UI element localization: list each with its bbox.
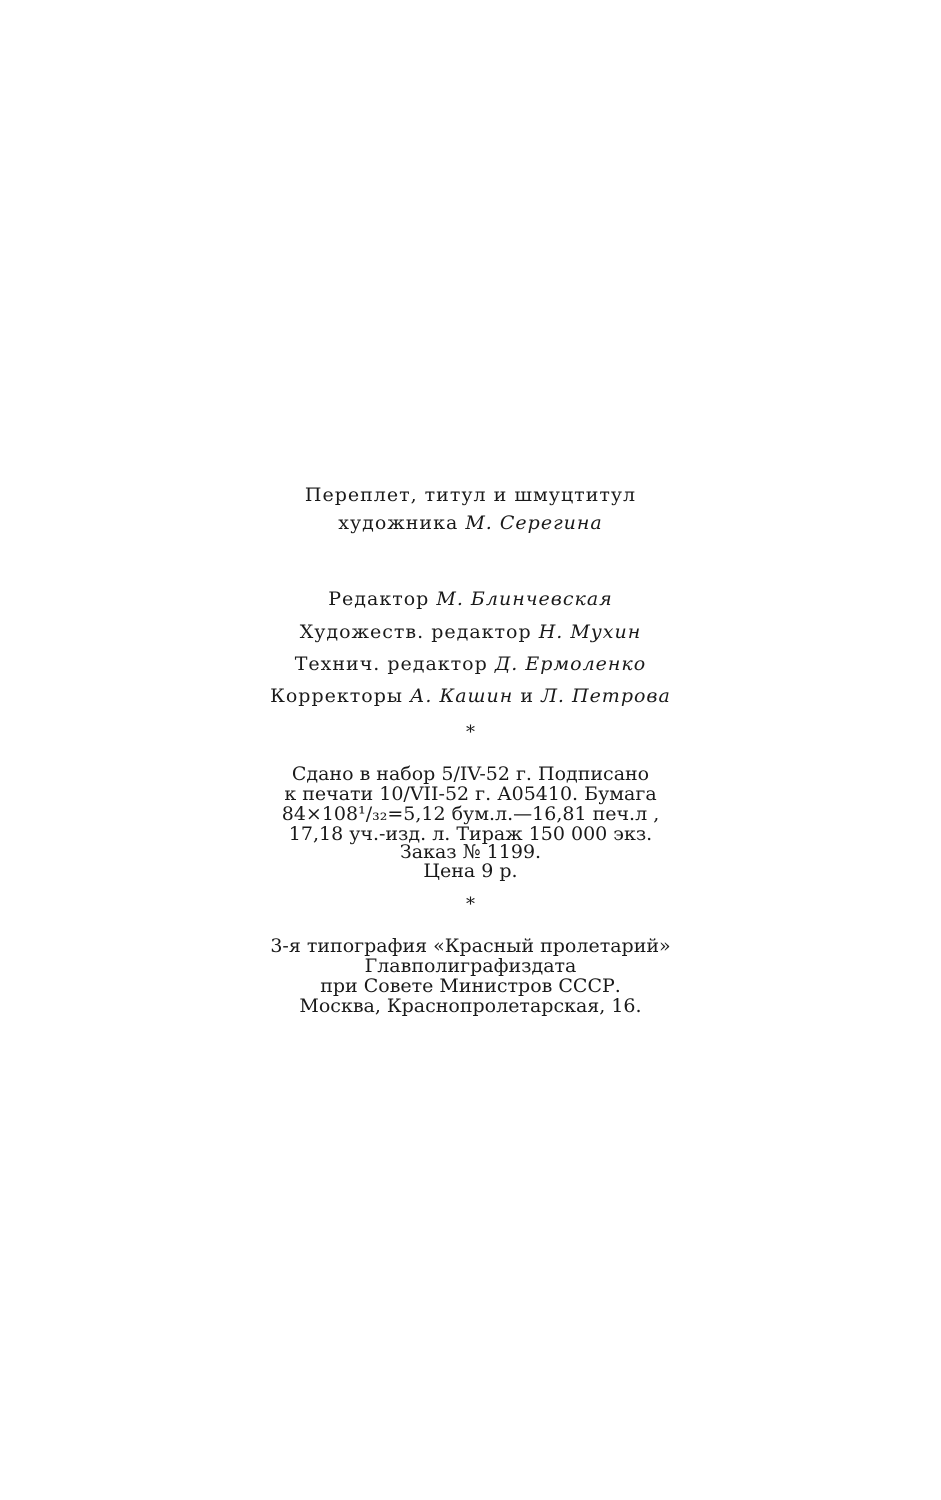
credit-art-editor: Художеств. редактор Н. Мухин: [299, 621, 642, 643]
printer-line: при Совете Министров СССР.: [320, 975, 621, 997]
credit-tech-editor: Технич. редактор Д. Ермоленко: [294, 653, 647, 675]
separator-star-2: *: [466, 894, 475, 915]
artwork-line-2: художника М. Серегина: [338, 512, 603, 534]
print-info-line: Сдано в набор 5/IV-52 г. Подписано: [291, 763, 650, 785]
credit-editor: Редактор М. Блинчевская: [328, 588, 613, 610]
printer-line: Москва, Краснопролетарская, 16.: [299, 995, 642, 1017]
print-info-line: к печати 10/VII-52 г. А05410. Бумага: [284, 783, 657, 805]
printer-line: Главполиграфиздата: [364, 955, 577, 977]
print-info-line: 17,18 уч.-изд. л. Тираж 150 000 экз.: [288, 823, 653, 845]
printer-line: 3-я типография «Красный пролетарий»: [270, 935, 671, 957]
print-info-line: Заказ № 1199.: [399, 841, 542, 863]
separator-star-1: *: [466, 722, 475, 743]
artwork-line-1: Переплет, титул и шмуцтитул: [304, 484, 637, 506]
print-info-line: Цена 9 р.: [423, 860, 518, 882]
print-info-line: 84×108¹/₃₂=5,12 бум.л.—16,81 печ.л ,: [281, 803, 660, 825]
credit-proofreaders: Корректоры А. Кашин и Л. Петрова: [270, 685, 671, 707]
